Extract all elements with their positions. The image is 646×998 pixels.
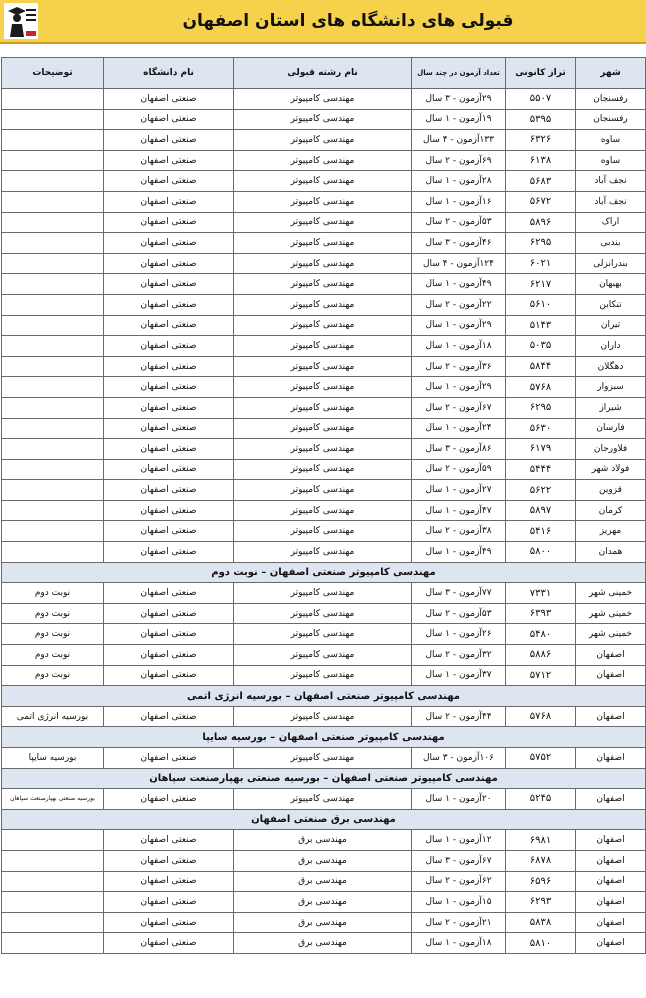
major-cell: مهندسی کامپیوتر [234, 645, 412, 666]
table-row [2, 542, 646, 563]
note-cell [2, 212, 104, 233]
city-cell: نجف آباد [576, 171, 646, 192]
note-cell [2, 130, 104, 151]
university-cell: صنعتی اصفهان [104, 748, 234, 769]
major-cell: مهندسی کامپیوتر [234, 789, 412, 810]
city-cell: ساوه [576, 150, 646, 171]
table-header-row [2, 58, 646, 89]
city-cell: نجف آباد [576, 191, 646, 212]
table-row [2, 336, 646, 357]
exams-cell: ۲۸آزمون - ۱ سال [412, 171, 506, 192]
exams-cell: ۱۶آزمون - ۱ سال [412, 191, 506, 212]
university-cell: صنعتی اصفهان [104, 603, 234, 624]
table-row [2, 233, 646, 254]
note-cell [2, 150, 104, 171]
major-cell: مهندسی برق [234, 933, 412, 954]
major-cell: مهندسی کامپیوتر [234, 439, 412, 460]
section-title: مهندسی کامپیوتر صنعتی اصفهان – بورسیه صنعتی بهپارصنعت سپاهان [2, 768, 646, 789]
table-row [2, 439, 646, 460]
note-cell [2, 830, 104, 851]
note-cell [2, 253, 104, 274]
major-cell: مهندسی کامپیوتر [234, 480, 412, 501]
score-cell: ۵۳۹۵ [506, 109, 576, 130]
exams-cell: ۲۹آزمون - ۱ سال [412, 377, 506, 398]
city-cell: بهبهان [576, 274, 646, 295]
header-university: نام دانشگاه [104, 58, 234, 89]
exams-cell: ۱۹آزمون - ۱ سال [412, 109, 506, 130]
exams-cell: ۲۱آزمون - ۲ سال [412, 912, 506, 933]
score-cell: ۵۶۱۰ [506, 294, 576, 315]
major-cell: مهندسی برق [234, 850, 412, 871]
city-cell: اصفهان [576, 748, 646, 769]
city-cell: فارسان [576, 418, 646, 439]
city-cell: فولاد شهر [576, 459, 646, 480]
major-cell: مهندسی کامپیوتر [234, 212, 412, 233]
exams-cell: ۳۷آزمون - ۱ سال [412, 665, 506, 686]
exams-cell: ۲۰آزمون - ۱ سال [412, 789, 506, 810]
university-cell: صنعتی اصفهان [104, 274, 234, 295]
city-cell: داران [576, 336, 646, 357]
note-cell: بورسیه صنعتی بهپارصنعت سپاهان [2, 789, 104, 810]
university-cell: صنعتی اصفهان [104, 459, 234, 480]
major-cell: مهندسی برق [234, 892, 412, 913]
university-cell: صنعتی اصفهان [104, 336, 234, 357]
university-cell: صنعتی اصفهان [104, 89, 234, 110]
note-cell [2, 912, 104, 933]
note-cell [2, 397, 104, 418]
exams-cell: ۲۲آزمون - ۲ سال [412, 294, 506, 315]
section-header-row [2, 727, 646, 748]
score-cell: ۵۴۱۶ [506, 521, 576, 542]
score-cell: ۵۰۳۵ [506, 336, 576, 357]
section-title: مهندسی کامپیوتر صنعتی اصفهان – نوبت دوم [2, 562, 646, 583]
exams-cell: ۳۲آزمون - ۲ سال [412, 645, 506, 666]
table-row [2, 706, 646, 727]
table-row [2, 871, 646, 892]
major-cell: مهندسی کامپیوتر [234, 253, 412, 274]
table-row [2, 583, 646, 604]
exams-cell: ۵۳آزمون - ۲ سال [412, 212, 506, 233]
exams-cell: ۱۸آزمون - ۱ سال [412, 336, 506, 357]
note-cell: بورسیه انرژی اتمی [2, 706, 104, 727]
city-cell: مهریز [576, 521, 646, 542]
table-row [2, 253, 646, 274]
university-cell: صنعتی اصفهان [104, 850, 234, 871]
major-cell: مهندسی کامپیوتر [234, 665, 412, 686]
note-cell: نوبت دوم [2, 624, 104, 645]
university-cell: صنعتی اصفهان [104, 500, 234, 521]
table-row [2, 521, 646, 542]
city-cell: خمینی شهر [576, 603, 646, 624]
major-cell: مهندسی کامپیوتر [234, 583, 412, 604]
table-row [2, 748, 646, 769]
major-cell: مهندسی کامپیوتر [234, 294, 412, 315]
city-cell: اصفهان [576, 665, 646, 686]
table-row [2, 191, 646, 212]
exams-cell: ۱۸آزمون - ۱ سال [412, 933, 506, 954]
score-cell: ۶۸۷۸ [506, 850, 576, 871]
major-cell: مهندسی کامپیوتر [234, 459, 412, 480]
major-cell: مهندسی برق [234, 830, 412, 851]
city-cell: رفسنجان [576, 109, 646, 130]
table-row [2, 150, 646, 171]
exams-cell: ۳۸آزمون - ۲ سال [412, 521, 506, 542]
note-cell [2, 892, 104, 913]
table-body [2, 89, 646, 954]
major-cell: مهندسی کامپیوتر [234, 397, 412, 418]
city-cell: قزوین [576, 480, 646, 501]
table-row [2, 212, 646, 233]
table-row [2, 850, 646, 871]
note-cell [2, 542, 104, 563]
exams-cell: ۶۹آزمون - ۲ سال [412, 150, 506, 171]
note-cell: نوبت دوم [2, 603, 104, 624]
title-banner [0, 0, 646, 44]
table-row [2, 912, 646, 933]
note-cell [2, 89, 104, 110]
table-row [2, 294, 646, 315]
note-cell [2, 377, 104, 398]
score-cell: ۵۸۸۶ [506, 645, 576, 666]
exams-cell: ۴۴آزمون - ۲ سال [412, 706, 506, 727]
score-cell: ۷۳۳۱ [506, 583, 576, 604]
exams-cell: ۱۲آزمون - ۱ سال [412, 830, 506, 851]
score-cell: ۵۸۱۰ [506, 933, 576, 954]
table-row [2, 171, 646, 192]
city-cell: اصفهان [576, 912, 646, 933]
table-row [2, 789, 646, 810]
score-cell: ۶۲۹۳ [506, 892, 576, 913]
university-cell: صنعتی اصفهان [104, 912, 234, 933]
table-row [2, 665, 646, 686]
score-cell: ۵۸۰۰ [506, 542, 576, 563]
city-cell: فلاورجان [576, 439, 646, 460]
score-cell: ۵۷۶۸ [506, 377, 576, 398]
major-cell: مهندسی کامپیوتر [234, 150, 412, 171]
section-title: مهندسی کامپیوتر صنعتی اصفهان – بورسیه انرژی اتمی [2, 686, 646, 707]
exams-cell: ۲۶آزمون - ۱ سال [412, 624, 506, 645]
header-notes: توضیحات [2, 58, 104, 89]
score-cell: ۵۸۴۴ [506, 356, 576, 377]
table-row [2, 624, 646, 645]
university-cell: صنعتی اصفهان [104, 892, 234, 913]
score-cell: ۵۷۶۸ [506, 706, 576, 727]
exams-cell: ۱۲۴آزمون - ۴ سال [412, 253, 506, 274]
exams-cell: ۵۳آزمون - ۲ سال [412, 603, 506, 624]
note-cell [2, 315, 104, 336]
major-cell: مهندسی کامپیوتر [234, 89, 412, 110]
header-score: تراز کانونی [506, 58, 576, 89]
university-cell: صنعتی اصفهان [104, 521, 234, 542]
note-cell [2, 459, 104, 480]
major-cell: مهندسی کامپیوتر [234, 624, 412, 645]
city-cell: کرمان [576, 500, 646, 521]
major-cell: مهندسی کامپیوتر [234, 171, 412, 192]
university-cell: صنعتی اصفهان [104, 871, 234, 892]
university-cell: صنعتی اصفهان [104, 789, 234, 810]
header-major: نام رشته قبولی [234, 58, 412, 89]
city-cell: اصفهان [576, 706, 646, 727]
score-cell: ۵۵۰۷ [506, 89, 576, 110]
university-cell: صنعتی اصفهان [104, 253, 234, 274]
university-cell: صنعتی اصفهان [104, 665, 234, 686]
university-cell: صنعتی اصفهان [104, 294, 234, 315]
score-cell: ۵۶۲۲ [506, 480, 576, 501]
exams-cell: ۲۹آزمون - ۳ سال [412, 89, 506, 110]
major-cell: مهندسی برق [234, 871, 412, 892]
score-cell: ۶۲۹۵ [506, 397, 576, 418]
score-cell: ۵۷۱۲ [506, 665, 576, 686]
university-cell: صنعتی اصفهان [104, 315, 234, 336]
score-cell: ۶۲۹۵ [506, 233, 576, 254]
city-cell: تیران [576, 315, 646, 336]
city-cell: دهگلان [576, 356, 646, 377]
university-cell: صنعتی اصفهان [104, 191, 234, 212]
university-cell: صنعتی اصفهان [104, 583, 234, 604]
exams-cell: ۴۷آزمون - ۱ سال [412, 500, 506, 521]
major-cell: مهندسی کامپیوتر [234, 130, 412, 151]
note-cell [2, 480, 104, 501]
university-cell: صنعتی اصفهان [104, 109, 234, 130]
exams-cell: ۲۹آزمون - ۱ سال [412, 315, 506, 336]
score-cell: ۵۲۴۵ [506, 789, 576, 810]
university-cell: صنعتی اصفهان [104, 830, 234, 851]
note-cell: بورسیه سایپا [2, 748, 104, 769]
exams-cell: ۲۴آزمون - ۱ سال [412, 418, 506, 439]
university-cell: صنعتی اصفهان [104, 624, 234, 645]
table-row [2, 130, 646, 151]
note-cell [2, 356, 104, 377]
university-cell: صنعتی اصفهان [104, 171, 234, 192]
table-row [2, 500, 646, 521]
exams-cell: ۶۷آزمون - ۲ سال [412, 397, 506, 418]
university-cell: صنعتی اصفهان [104, 233, 234, 254]
header-exams: تعداد آزمون در چند سال [412, 58, 506, 89]
score-cell: ۵۸۹۷ [506, 500, 576, 521]
major-cell: مهندسی کامپیوتر [234, 603, 412, 624]
score-cell: ۶۳۹۳ [506, 603, 576, 624]
exams-cell: ۸۶آزمون - ۳ سال [412, 439, 506, 460]
score-cell: ۵۶۸۳ [506, 171, 576, 192]
city-cell: اصفهان [576, 933, 646, 954]
university-cell: صنعتی اصفهان [104, 397, 234, 418]
results-table [1, 57, 646, 954]
page-title: قبولی های دانشگاه های استان اصفهان [182, 11, 514, 31]
major-cell: مهندسی کامپیوتر [234, 274, 412, 295]
table-row [2, 418, 646, 439]
table-row [2, 645, 646, 666]
exams-cell: ۱۰۶آزمون - ۳ سال [412, 748, 506, 769]
table-row [2, 603, 646, 624]
score-cell: ۶۳۲۶ [506, 130, 576, 151]
note-cell [2, 500, 104, 521]
major-cell: مهندسی کامپیوتر [234, 356, 412, 377]
exams-cell: ۱۳۳آزمون - ۴ سال [412, 130, 506, 151]
score-cell: ۵۶۳۰ [506, 418, 576, 439]
score-cell: ۶۱۳۸ [506, 150, 576, 171]
city-cell: اصفهان [576, 645, 646, 666]
header-city: شهر [576, 58, 646, 89]
score-cell: ۵۱۴۳ [506, 315, 576, 336]
university-cell: صنعتی اصفهان [104, 418, 234, 439]
score-cell: ۵۴۸۰ [506, 624, 576, 645]
city-cell: اصفهان [576, 892, 646, 913]
table-row [2, 459, 646, 480]
exams-cell: ۶۷آزمون - ۳ سال [412, 850, 506, 871]
score-cell: ۵۸۹۶ [506, 212, 576, 233]
major-cell: مهندسی کامپیوتر [234, 336, 412, 357]
note-cell [2, 850, 104, 871]
score-cell: ۵۶۷۲ [506, 191, 576, 212]
note-cell [2, 274, 104, 295]
exams-cell: ۳۶آزمون - ۲ سال [412, 356, 506, 377]
city-cell: تنکابن [576, 294, 646, 315]
graduate-figure-icon [4, 3, 38, 39]
table-row [2, 830, 646, 851]
major-cell: مهندسی برق [234, 912, 412, 933]
score-cell: ۵۷۵۲ [506, 748, 576, 769]
city-cell: بندرانزلی [576, 253, 646, 274]
major-cell: مهندسی کامپیوتر [234, 748, 412, 769]
exams-cell: ۲۷آزمون - ۱ سال [412, 480, 506, 501]
note-cell [2, 418, 104, 439]
city-cell: بندبی [576, 233, 646, 254]
major-cell: مهندسی کامپیوتر [234, 191, 412, 212]
section-header-row [2, 809, 646, 830]
exams-cell: ۷۷آزمون - ۳ سال [412, 583, 506, 604]
table-row [2, 356, 646, 377]
note-cell [2, 233, 104, 254]
exams-cell: ۴۹آزمون - ۱ سال [412, 542, 506, 563]
section-header-row [2, 768, 646, 789]
major-cell: مهندسی کامپیوتر [234, 418, 412, 439]
university-cell: صنعتی اصفهان [104, 212, 234, 233]
city-cell: خمینی شهر [576, 583, 646, 604]
university-cell: صنعتی اصفهان [104, 356, 234, 377]
exams-cell: ۶۲آزمون - ۲ سال [412, 871, 506, 892]
score-cell: ۶۲۱۷ [506, 274, 576, 295]
note-cell [2, 439, 104, 460]
university-cell: صنعتی اصفهان [104, 150, 234, 171]
university-cell: صنعتی اصفهان [104, 377, 234, 398]
city-cell: اصفهان [576, 830, 646, 851]
score-cell: ۶۵۹۶ [506, 871, 576, 892]
university-cell: صنعتی اصفهان [104, 645, 234, 666]
city-cell: اراک [576, 212, 646, 233]
note-cell [2, 294, 104, 315]
exams-cell: ۴۶آزمون - ۳ سال [412, 233, 506, 254]
note-cell [2, 336, 104, 357]
city-cell: همدان [576, 542, 646, 563]
note-cell: نوبت دوم [2, 665, 104, 686]
city-cell: شیراز [576, 397, 646, 418]
note-cell: نوبت دوم [2, 645, 104, 666]
table-row [2, 274, 646, 295]
university-cell: صنعتی اصفهان [104, 439, 234, 460]
university-cell: صنعتی اصفهان [104, 933, 234, 954]
table-row [2, 933, 646, 954]
exams-cell: ۴۹آزمون - ۱ سال [412, 274, 506, 295]
university-cell: صنعتی اصفهان [104, 542, 234, 563]
note-cell [2, 191, 104, 212]
section-title: مهندسی کامپیوتر صنعتی اصفهان – بورسیه سایپا [2, 727, 646, 748]
city-cell: ساوه [576, 130, 646, 151]
table-row [2, 892, 646, 913]
note-cell [2, 871, 104, 892]
section-header-row [2, 562, 646, 583]
section-title: مهندسی برق صنعتی اصفهان [2, 809, 646, 830]
note-cell [2, 109, 104, 130]
score-cell: ۶۹۸۱ [506, 830, 576, 851]
section-header-row [2, 686, 646, 707]
note-cell [2, 933, 104, 954]
major-cell: مهندسی کامپیوتر [234, 233, 412, 254]
exams-cell: ۱۵آزمون - ۱ سال [412, 892, 506, 913]
score-cell: ۵۴۴۴ [506, 459, 576, 480]
score-cell: ۶۱۷۹ [506, 439, 576, 460]
major-cell: مهندسی کامپیوتر [234, 521, 412, 542]
table-row [2, 89, 646, 110]
note-cell [2, 521, 104, 542]
city-cell: اصفهان [576, 850, 646, 871]
major-cell: مهندسی کامپیوتر [234, 109, 412, 130]
major-cell: مهندسی کامپیوتر [234, 500, 412, 521]
major-cell: مهندسی کامپیوتر [234, 315, 412, 336]
city-cell: اصفهان [576, 871, 646, 892]
table-row [2, 315, 646, 336]
city-cell: رفسنجان [576, 89, 646, 110]
major-cell: مهندسی کامپیوتر [234, 542, 412, 563]
score-cell: ۵۸۳۸ [506, 912, 576, 933]
major-cell: مهندسی کامپیوتر [234, 706, 412, 727]
exams-cell: ۵۹آزمون - ۲ سال [412, 459, 506, 480]
note-cell [2, 171, 104, 192]
score-cell: ۶۰۲۱ [506, 253, 576, 274]
table-row [2, 109, 646, 130]
table-row [2, 377, 646, 398]
table-row [2, 480, 646, 501]
note-cell: نوبت دوم [2, 583, 104, 604]
table-row [2, 397, 646, 418]
university-cell: صنعتی اصفهان [104, 480, 234, 501]
major-cell: مهندسی کامپیوتر [234, 377, 412, 398]
city-cell: خمینی شهر [576, 624, 646, 645]
city-cell: اصفهان [576, 789, 646, 810]
university-cell: صنعتی اصفهان [104, 130, 234, 151]
university-cell: صنعتی اصفهان [104, 706, 234, 727]
city-cell: سبزوار [576, 377, 646, 398]
